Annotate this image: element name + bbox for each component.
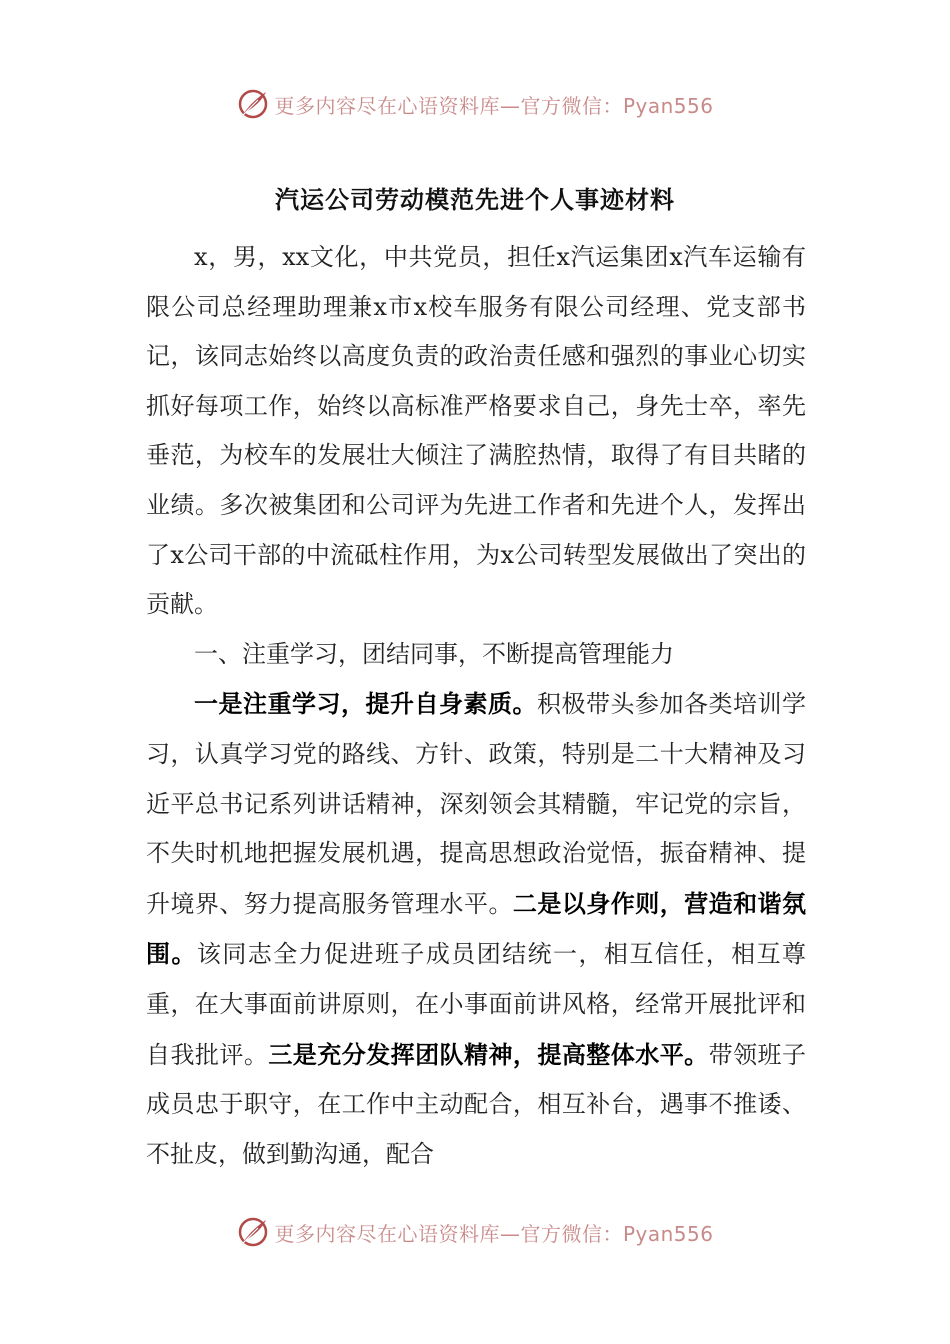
quill-logo-icon [236,1215,270,1249]
paragraph-text-1: 积极带头参加各类培训学习，认真学习党的路线、方针、政策，特别是二十大精神及习近平总书记系列讲话精神，深刻领会其精髓，牢记党的宗旨，不失时机地把握发展机遇，提高思想政治觉悟，振奋精神、提升境界、努力提高服务管理水平。 [146,690,806,918]
paragraph-text-2: 该同志全力促进班子成员团结统一，相互信任，相互尊重，在大事面前讲原则，在小事面前讲风格，经常开展批评和自我批评。 [146,940,807,1069]
intro-paragraph: x，男，xx文化，中共党员，担任x汽运集团x汽车运输有限公司总经理助理兼x市x校车服务有限公司经理、党支部书记，该同志始终以高度负责的政治责任感和强烈的事业心切实抓好每项工作，始终以高标准严格要求自己，身先士卒，率先垂范，为校车的发展壮大倾注了满腔热情，取得了有目共睹的业绩。多次被集团和公司评为先进工作者和先进个人，发挥出了x公司干部的中流砥柱作用，为x公司转型发展做出了突出的贡献。 [146,243,806,619]
document-title: 汽运公司劳动模范先进个人事迹材料 [275,185,675,214]
watermark-text: 更多内容尽在心语资料库—官方微信：Pyan556 [274,93,714,118]
header-watermark [0,84,950,124]
quill-logo-icon [236,87,270,121]
section-heading: 一、注重学习，团结同事，不断提高管理能力 [194,639,674,668]
footer-watermark [0,1212,950,1252]
watermark-text: 更多内容尽在心语资料库—官方微信：Pyan556 [274,1221,714,1246]
paragraph-text-3: 带领班子成员忠于职守，在工作中主动配合，相互补台，遇事不推诿、不扯皮，做到勤沟通，配合 [146,1040,807,1168]
bold-lead-1: 一是注重学习，提升自身素质。 [194,689,537,719]
section-paragraph [146,679,806,1179]
bold-lead-2: 二是以身作则，营造和谐氛围。 [146,888,806,969]
bold-lead-3: 三是充分发挥团队精神，提高整体水平。 [268,1039,709,1069]
document-body [146,233,806,1179]
